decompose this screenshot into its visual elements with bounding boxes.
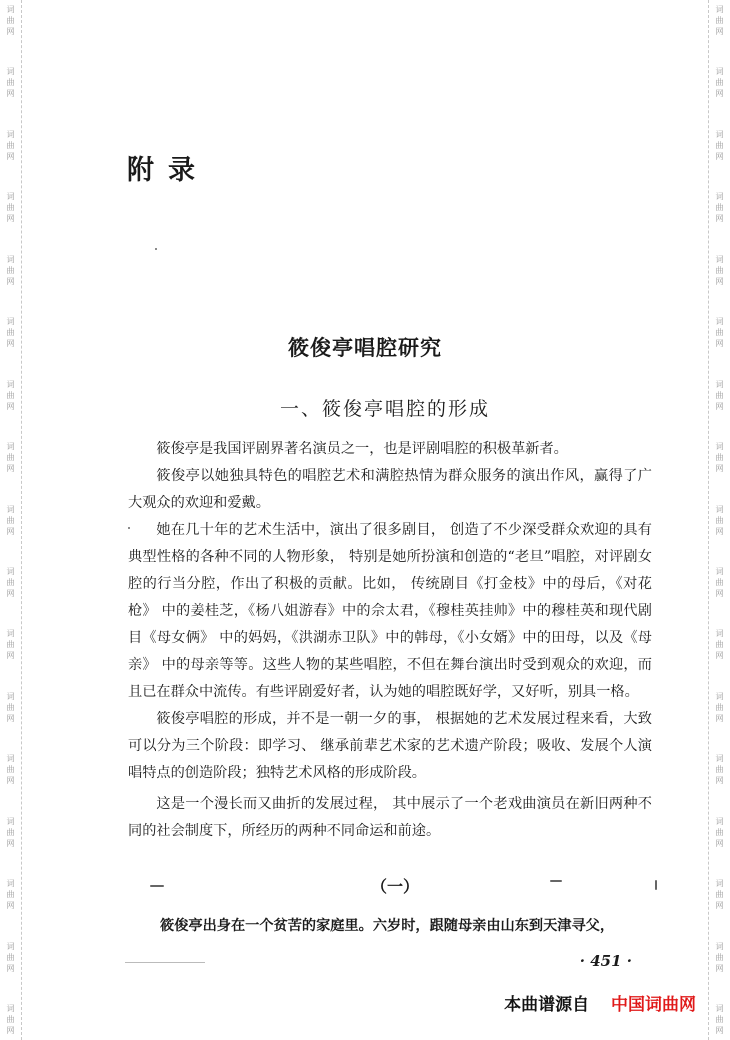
- watermark-char: 词: [6, 442, 15, 452]
- watermark-group: [716, 816, 724, 849]
- watermark-char: 曲: [6, 827, 15, 837]
- watermark-char: 词: [6, 192, 15, 202]
- watermark-char: 词: [6, 754, 15, 764]
- article-title: 筱俊亭唱腔研究: [288, 336, 442, 360]
- watermark-char: 网: [715, 776, 724, 786]
- watermark-group: [7, 504, 15, 537]
- watermark-char: 词: [6, 691, 15, 701]
- watermark-char: 词: [715, 379, 724, 389]
- watermark-group: [7, 816, 15, 849]
- watermark-char: 网: [6, 27, 15, 36]
- watermark-char: 曲: [715, 265, 724, 275]
- watermark-char: 曲: [715, 328, 724, 338]
- watermark-char: 曲: [715, 515, 724, 525]
- watermark-char: 词: [6, 379, 15, 389]
- watermark-char: 词: [6, 1004, 15, 1013]
- watermark-char: 网: [6, 1026, 15, 1035]
- watermark-char: 网: [6, 401, 15, 411]
- watermark-char: 网: [715, 526, 724, 536]
- watermark-group: [716, 753, 724, 786]
- watermark-group: [7, 753, 15, 786]
- watermark-char: 曲: [715, 577, 724, 587]
- watermark-char: 网: [6, 151, 15, 161]
- watermark-char: 曲: [715, 78, 724, 88]
- watermark-char: 词: [715, 67, 724, 77]
- watermark-char: 词: [715, 629, 724, 639]
- watermark-group: [716, 66, 724, 99]
- watermark-char: 网: [6, 651, 15, 661]
- source-site-link[interactable]: 中国词曲网: [611, 995, 696, 1015]
- watermark-char: 曲: [6, 890, 15, 900]
- watermark-char: 网: [6, 526, 15, 536]
- watermark-char: 网: [715, 838, 724, 848]
- watermark-group: [716, 254, 724, 287]
- watermark-char: 词: [6, 67, 15, 77]
- sub-heading: （一）: [370, 877, 419, 896]
- watermark-group: [7, 66, 15, 99]
- scan-speck: [125, 962, 205, 963]
- watermark-char: 词: [6, 566, 15, 576]
- watermark-char: 词: [715, 691, 724, 701]
- watermark-char: 词: [715, 5, 724, 14]
- page-number: · 451 ·: [579, 952, 632, 970]
- watermark-group: [7, 566, 15, 599]
- watermark-char: 网: [6, 276, 15, 286]
- watermark-char: 网: [715, 339, 724, 349]
- watermark-char: 词: [715, 1004, 724, 1013]
- watermark-char: 词: [6, 879, 15, 889]
- watermark-char: 网: [715, 963, 724, 973]
- watermark-group: [7, 1003, 15, 1036]
- watermark-char: 词: [715, 504, 724, 514]
- watermark-group: [7, 691, 15, 724]
- watermark-group: [716, 441, 724, 474]
- watermark-char: 曲: [6, 702, 15, 712]
- watermark-char: 曲: [715, 702, 724, 712]
- watermark-char: 网: [715, 89, 724, 99]
- watermark-char: 网: [715, 651, 724, 661]
- scan-speck: [155, 248, 157, 250]
- watermark-char: 网: [6, 776, 15, 786]
- watermark-char: 词: [6, 317, 15, 327]
- watermark-group: [7, 441, 15, 474]
- body-text: [128, 436, 652, 845]
- watermark-group: [7, 628, 15, 661]
- paragraph: 筱俊亭唱腔的形成，并不是一朝一夕的事， 根据她的艺术发展过程来看，大致可以分为三个阶段：即学习、 继承前辈艺术家的艺术遗产阶段；吸收、发展个人演唱特点的创造阶段；独特艺术风格的形成阶段。: [128, 711, 652, 781]
- watermark-char: 曲: [6, 265, 15, 275]
- watermark-group: [716, 504, 724, 537]
- watermark-char: 曲: [715, 453, 724, 463]
- watermark-char: 曲: [715, 765, 724, 775]
- watermark-char: 曲: [6, 952, 15, 962]
- scan-speck: [550, 880, 562, 882]
- watermark-char: 网: [715, 464, 724, 474]
- watermark-char: 网: [6, 838, 15, 848]
- watermark-char: 网: [6, 963, 15, 973]
- watermark-group: [716, 191, 724, 224]
- watermark-char: 曲: [6, 640, 15, 650]
- watermark-char: 曲: [715, 390, 724, 400]
- watermark-char: 曲: [715, 640, 724, 650]
- watermark-char: 曲: [715, 16, 724, 25]
- watermark-char: 网: [6, 901, 15, 911]
- watermark-char: 网: [715, 901, 724, 911]
- watermark-char: 词: [6, 629, 15, 639]
- watermark-char: 网: [715, 1026, 724, 1035]
- paragraph-start: 筱俊亭出身在一个贫苦的家庭里。六岁时，跟随母亲由山东到天津寻父，: [160, 918, 615, 934]
- watermark-char: 网: [6, 588, 15, 598]
- watermark-char: 词: [6, 5, 15, 14]
- watermark-char: 曲: [715, 890, 724, 900]
- scan-speck: [128, 527, 130, 529]
- watermark-group: [7, 941, 15, 974]
- watermark-char: 网: [715, 276, 724, 286]
- watermark-group: [716, 628, 724, 661]
- watermark-group: [716, 566, 724, 599]
- watermark-char: 曲: [6, 203, 15, 213]
- watermark-group: [716, 941, 724, 974]
- watermark-char: 曲: [715, 952, 724, 962]
- watermark-char: 网: [715, 27, 724, 36]
- watermark-char: 曲: [715, 203, 724, 213]
- paragraph: 筱俊亭是我国评剧界著名演员之一，也是评剧唱腔的积极革新者。: [156, 441, 568, 457]
- paragraph: 这是一个漫长而又曲折的发展过程， 其中展示了一个老戏曲演员在新旧两种不同的社会制度下，所经历的两种不同命运和前途。: [128, 796, 652, 839]
- watermark-char: 曲: [6, 1015, 15, 1024]
- watermark-group: [716, 4, 724, 37]
- watermark-char: 词: [715, 442, 724, 452]
- watermark-char: 词: [715, 317, 724, 327]
- section-title: 一、筱俊亭唱腔的形成: [279, 398, 490, 420]
- watermark-char: 曲: [6, 765, 15, 775]
- watermark-group: [716, 1003, 724, 1036]
- watermark-char: 词: [715, 566, 724, 576]
- watermark-group: [716, 129, 724, 162]
- watermark-char: 词: [715, 754, 724, 764]
- watermark-char: 曲: [715, 1015, 724, 1024]
- watermark-char: 曲: [6, 390, 15, 400]
- paragraph: 筱俊亭以她独具特色的唱腔艺术和满腔热情为群众服务的演出作风，赢得了广大观众的欢迎和爱戴。: [128, 468, 652, 511]
- watermark-group: [716, 691, 724, 724]
- appendix-heading: 附录: [127, 155, 209, 186]
- source-credit: [504, 990, 696, 1015]
- watermark-char: 曲: [6, 16, 15, 25]
- watermark-group: [7, 4, 15, 37]
- scan-speck: [655, 880, 657, 890]
- watermark-char: 词: [715, 254, 724, 264]
- watermark-char: 曲: [6, 328, 15, 338]
- watermark-char: 曲: [6, 515, 15, 525]
- watermark-char: 网: [715, 588, 724, 598]
- watermark-char: 网: [6, 89, 15, 99]
- watermark-char: 网: [715, 401, 724, 411]
- watermark-char: 曲: [6, 577, 15, 587]
- watermark-char: 网: [6, 339, 15, 349]
- watermark-char: 曲: [715, 140, 724, 150]
- watermark-char: 词: [6, 504, 15, 514]
- watermark-char: 词: [6, 816, 15, 826]
- watermark-char: 网: [6, 464, 15, 474]
- watermark-char: 网: [715, 713, 724, 723]
- watermark-group: [7, 191, 15, 224]
- watermark-char: 曲: [6, 453, 15, 463]
- watermark-char: 曲: [715, 827, 724, 837]
- watermark-char: 词: [715, 192, 724, 202]
- watermark-char: 网: [6, 214, 15, 224]
- watermark-char: 词: [715, 879, 724, 889]
- watermark-group: [7, 129, 15, 162]
- watermark-group: [7, 254, 15, 287]
- watermark-char: 词: [6, 129, 15, 139]
- watermark-char: 网: [6, 713, 15, 723]
- watermark-char: 曲: [6, 140, 15, 150]
- scan-speck: [150, 885, 164, 887]
- watermark-char: 曲: [6, 78, 15, 88]
- watermark-char: 网: [715, 151, 724, 161]
- watermark-char: 网: [715, 214, 724, 224]
- watermark-char: 词: [715, 816, 724, 826]
- watermark-char: 词: [715, 941, 724, 951]
- source-label: 本曲谱源自: [504, 995, 590, 1015]
- watermark-char: 词: [6, 254, 15, 264]
- watermark-char: 词: [6, 941, 15, 951]
- watermark-char: 词: [715, 129, 724, 139]
- paragraph: 她在几十年的艺术生活中，演出了很多剧目， 创造了不少深受群众欢迎的具有典型性格的各种不同的人物形象， 特别是她所扮演和创造的“老旦”唱腔，对评剧女腔的行当分腔，作出了积极的贡献。比如， 传统剧目《打金枝》中的母后，《对花枪》 中的姜桂芝，《杨八姐游春》中的佘太君，《穆桂英挂帅》中的穆桂英和现代剧目《母女俩》 中的妈妈，《洪湖赤卫队》中的韩母，《小女婿》中的田母，以及《母亲》 中的母亲等等。这些人物的某些唱腔，不但在舞台演出时受到观众的欢迎，而且已在群众中流传。有些评剧爱好者，认为她的唱腔既好学，又好听，别具一格。: [128, 522, 652, 700]
